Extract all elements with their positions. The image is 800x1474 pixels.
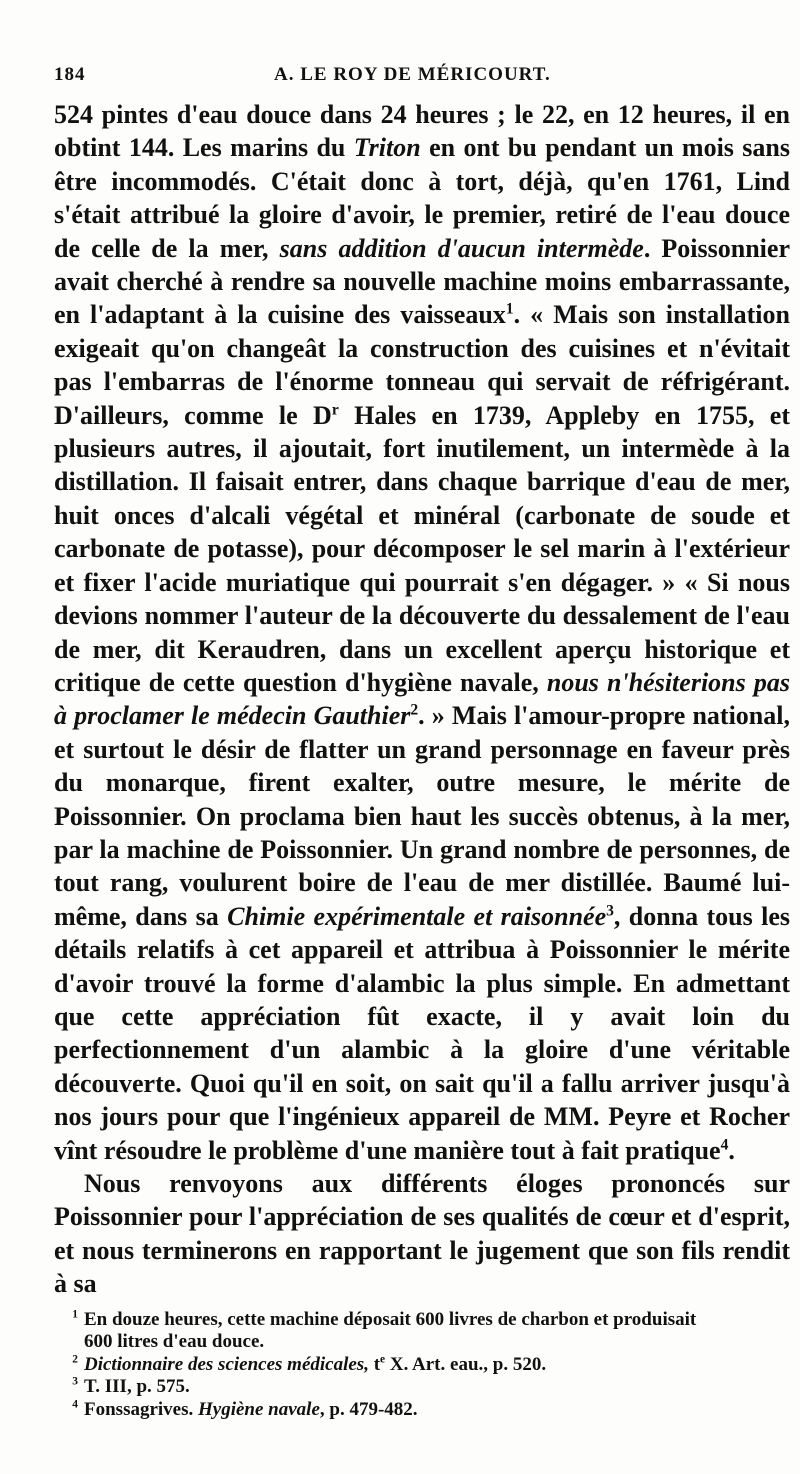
emphasis: nous n'hésiterions pas à proclamer le médecin Gauthier [54, 667, 790, 731]
running-title: A. LE ROY DE MÉRICOURT. [274, 64, 551, 85]
text-run: . « Mais son installation exigeait qu'on changeât la construction des cuisines et n'évitait pas l'embarras de l'énorme tonneau qui servait de réfrigérant. D'ailleurs, comme le D [54, 300, 790, 430]
footnote-mark: 1 [72, 1308, 78, 1321]
footnotes [54, 1309, 790, 1422]
body-text [54, 98, 790, 1301]
footnote-text: , p. 479-482. [319, 1399, 418, 1420]
text-run: . » Mais l'amour-propre national, et surtout le désir de flatter un grand personnage en faveur près du monarque, firent exalter, outre mesure, le mérite de Poissonnier. On proclama bien haut les succès obtenus, à la mer, par la machine de Poissonnier. Un grand nombre de personnes, de tout rang, voulurent boire de l'eau de mer distillée. Baumé lui-même, dans sa [54, 701, 790, 931]
footnote [54, 1309, 790, 1332]
text-run: Hales en 1739, Appleby en 1755, et plusieurs autres, il ajoutait, fort inutilement, un intermède à la distillation. Il faisait entrer, dans chaque barrique d'eau de mer, huit onces d'alcali végétal et minéral (carbonate de soude et carbonate de potasse), pour décomposer le sel marin à l'extérieur et fixer l'acide muriatique qui pourrait s'en dégager. » « Si nous devions nommer l'auteur de la découverte du dessalement de l'eau de mer, dit Keraudren, dans un excellent aperçu historique et critique de cette question d'hygiène navale, [54, 400, 790, 697]
text-run: 524 pintes d'eau douce dans 24 heures ; le 22, en 12 heures, il en obtint 144. Les marins du [54, 100, 790, 163]
emphasis: sans addition d'aucun intermède [279, 233, 644, 263]
running-head [54, 62, 790, 94]
paragraph-2: Nous renvoyons aux différents éloges prononcés sur Poissonnier pour l'appréciation de ses qualités de cœur et d'esprit, et nous terminerons en rapportant le jugement que son fils rendit à sa [54, 1169, 790, 1299]
footnote-text: En douze heures, cette machine déposait 600 livres de charbon et produisait [84, 1308, 697, 1330]
text-run: en ont bu pendant un mois sans être incommodés. C'était donc à tort, déjà, qu'en 1761, Lind s'était attribué la gloire d'avoir, le premier, retiré de l'eau douce de celle de la mer, [54, 133, 790, 263]
page-number: 184 [54, 64, 86, 85]
ship-name: Triton [353, 133, 421, 163]
superscript: r [331, 401, 339, 418]
footnote-title: Dictionnaire des sciences médicales, [84, 1353, 369, 1375]
footnote-mark: 4 [72, 1398, 78, 1411]
footnote-title: Hygiène navale [198, 1399, 320, 1420]
footnote-text: X. Art. eau., p. 520. [385, 1353, 547, 1375]
footnote-mark: 3 [72, 1376, 78, 1389]
footnote-text: T. III, p. 575. [84, 1376, 190, 1398]
footnote-mark: 2 [72, 1353, 78, 1366]
footnote [54, 1354, 790, 1377]
footnote-continuation: 600 litres d'eau douce. [84, 1331, 265, 1353]
footnote-ref: 4 [720, 1135, 729, 1153]
footnote-ref: 2 [410, 701, 419, 719]
footnote [54, 1376, 790, 1399]
footnote-ref: 1 [505, 300, 514, 318]
text-run: , donna tous les détails relatifs à cet appareil et attribua à Poissonnier le mérite d'avoir trouvé la forme d'alambic la plus simple. En admettant que cette appréciation fût exacte, il y avait loin du perfectionnement d'un alambic à la gloire d'une véritable découverte. Quoi qu'il en soit, on sait qu'il a fallu arriver jusqu'à nos jours pour que l'ingénieux appareil de MM. Peyre et Rocher vînt résoudre le problème d'une manière tout à fait pratique [54, 901, 791, 1165]
paragraph-1 [54, 98, 790, 1167]
footnote-text: t [368, 1353, 381, 1375]
text-run: . Poissonnier avait cherché à rendre sa nouvelle machine moins embarrassante, en l'adaptant à la cuisine des vaisseaux [54, 233, 790, 330]
footnote [54, 1399, 790, 1422]
text-run: . [728, 1135, 735, 1165]
footnote-text: Fonssagrives. [84, 1399, 198, 1420]
footnote-ref: 3 [606, 902, 614, 920]
book-page [54, 62, 790, 1422]
superscript: e [380, 1353, 386, 1366]
book-title: Chimie expérimentale et raisonnée [227, 901, 607, 931]
